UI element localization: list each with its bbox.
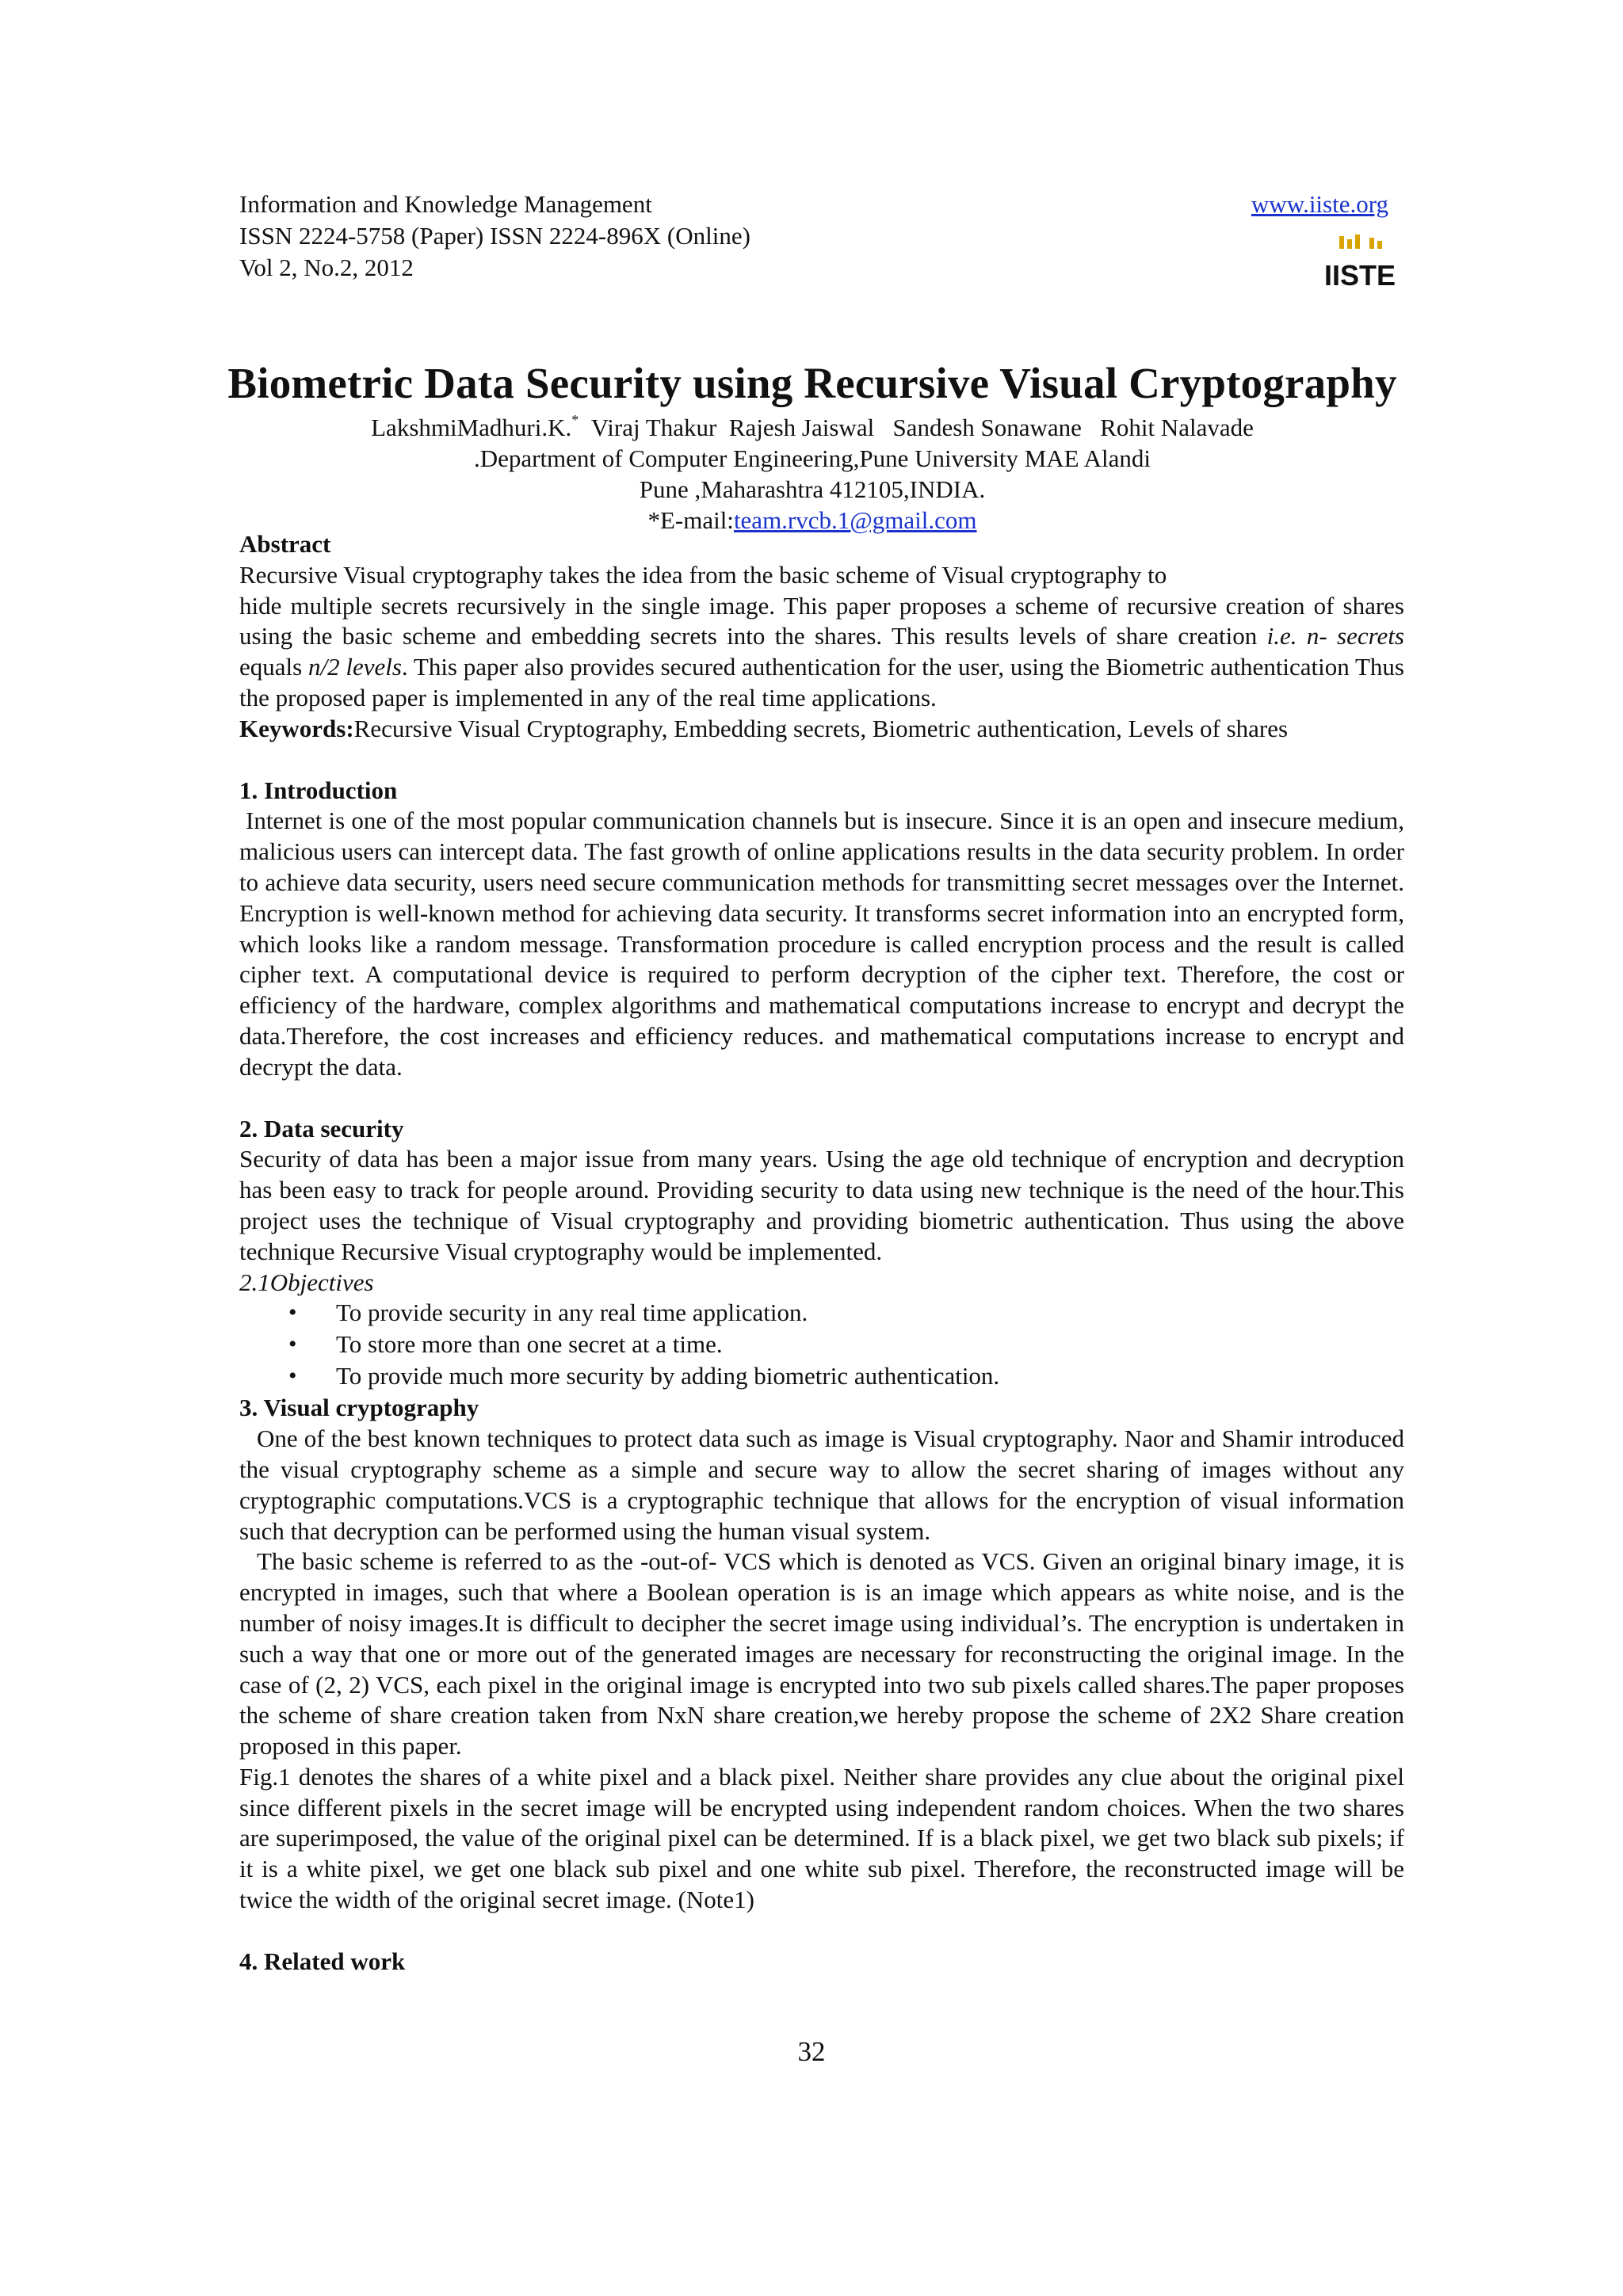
list-item: • To provide security in any real time application. xyxy=(239,1298,1404,1329)
other-authors: Viraj Thakur Rajesh Jaiswal Sandesh Sonawane Rohit Nalavade xyxy=(590,414,1254,441)
affiliation-city: Pune ,Maharashtra 412105,INDIA. xyxy=(639,475,986,503)
keywords-text: Recursive Visual Cryptography, Embedding secrets, Biometric authentication, Levels of shares xyxy=(353,714,1289,742)
email-link[interactable]: team.rvcb.1@gmail.com xyxy=(733,506,977,534)
list-item: • To provide much more security by adding biometric authentication. xyxy=(239,1361,1404,1393)
abstract-line-1: Recursive Visual cryptography takes the idea from the basic scheme of Visual cryptography to xyxy=(239,560,1167,589)
abstract-text: hide multiple secrets recursively in the single image. This paper proposes a scheme of recursive creation of shares using the basic scheme and embedding secrets into the shares. This results levels of share creation i.e. n- secrets equals n/2 levels. This paper also provides secured authentication for the user, using the Biometric authentication Thus the proposed paper is implemented in any of the real time applications. xyxy=(239,591,1404,711)
journal-name: Information and Knowledge Management xyxy=(239,190,652,218)
section-3-paragraph-3: Fig.1 denotes the shares of a white pixel and a black pixel. Neither share provides any clue about the original pixel since different pixels in the secret image will be encrypted using independent random choices. When the two shares are superimposed, the value of the original pixel can be determined. If is a black pixel, we get two black sub pixels; if it is a white pixel, we get one black sub pixel and one white sub pixel. Therefore, the reconstructed image will be twice the width of the original secret image. (Note1) xyxy=(239,1762,1404,1914)
paper-body xyxy=(239,529,1404,1978)
section-3-paragraph-2: The basic scheme is referred to as the -out-of- VCS which is denoted as VCS. Given an original binary image, it is encrypted in images, such that where a Boolean operation is is an image which appears as white noise, and is the number of noisy images.It is difficult to decipher the secret image using individual’s. The encryption is undertaken in such a way that one or more out of the generated images are necessary for reconstructing the original image. In the case of (2, 2) VCS, each pixel in the original image is encrypted into two sub pixels called shares.The paper proposes the scheme of share creation taken from NxN share creation,we hereby propose the scheme of 2X2 Share creation proposed in this paper. xyxy=(239,1547,1404,1760)
email-label: *E-mail: xyxy=(647,506,734,534)
page-number: 32 xyxy=(797,2036,826,2067)
logo-text: IISTE xyxy=(1323,259,1396,292)
abstract-levels: n/2 levels xyxy=(307,653,402,681)
objectives-list xyxy=(239,1298,1404,1393)
abstract-ie: i.e. n- secrets xyxy=(1266,622,1404,650)
section-3-paragraph-1: One of the best known techniques to protect data such as image is Visual cryptography. Naor and Shamir introduced the visual cryptography scheme as a simple and secure way to allow the secret sharing of images without any cryptographic computations.VCS is a cryptographic technique that allows for the encryption of visual information such that decryption can be performed using the human visual system. xyxy=(239,1425,1404,1545)
keywords-label: Keywords: xyxy=(239,714,354,742)
section-2-heading: 2. Data security xyxy=(239,1114,404,1142)
iiste-logo-icon xyxy=(1323,235,1396,292)
section-2-text: Security of data has been a major issue from many years. Using the age old technique of encryption and decryption has been easy to track for people around. Providing security to data using new technique is the need of the hour.This project uses the technique of Visual cryptography and providing biometric authentication. Thus using the above technique Recursive Visual cryptography would be implemented. xyxy=(239,1145,1404,1265)
author-list xyxy=(158,412,1466,443)
journal-header xyxy=(239,189,1396,292)
abstract-heading: Abstract xyxy=(239,530,331,558)
section-4-heading: 4. Related work xyxy=(239,1947,406,1975)
title-block xyxy=(158,355,1466,536)
section-1-heading: 1. Introduction xyxy=(239,776,398,804)
corresponding-marker: * xyxy=(571,412,579,428)
paper-title: Biometric Data Security using Recursive Visual Cryptography xyxy=(227,359,1397,407)
section-1-text: Internet is one of the most popular communication channels but is insecure. Since it is an open and insecure medium, malicious users can intercept data. The fast growth of online applications results in the data security problem. In order to achieve data security, users need secure communication methods for transmitting secret messages over the Internet. Encryption is well-known method for achieving data security. It transforms secret information into an encrypted form, which looks like a random message. Transformation procedure is called encryption process and the result is called cipher text. A computational device is required to perform decryption of the cipher text. Therefore, the cost or efficiency of the hardware, complex algorithms and mathematical computations increase to encrypt and decrypt the data.Therefore, the cost increases and efficiency reduces. and mathematical computations increase to encrypt and decrypt the data. xyxy=(239,807,1404,1081)
journal-volume: Vol 2, No.2, 2012 xyxy=(239,254,414,281)
list-item: • To store more than one secret at a time. xyxy=(239,1329,1404,1361)
journal-url-link[interactable]: www.iiste.org xyxy=(1251,190,1388,218)
affiliation-department: .Department of Computer Engineering,Pune University MAE Alandi xyxy=(473,444,1151,472)
section-3-heading: 3. Visual cryptography xyxy=(239,1394,479,1422)
journal-issn: ISSN 2224-5758 (Paper) ISSN 2224-896X (Online) xyxy=(239,222,750,250)
objectives-heading: 2.1Objectives xyxy=(239,1268,374,1296)
keywords xyxy=(239,714,1404,745)
first-author: LakshmiMadhuri.K. xyxy=(371,414,572,441)
